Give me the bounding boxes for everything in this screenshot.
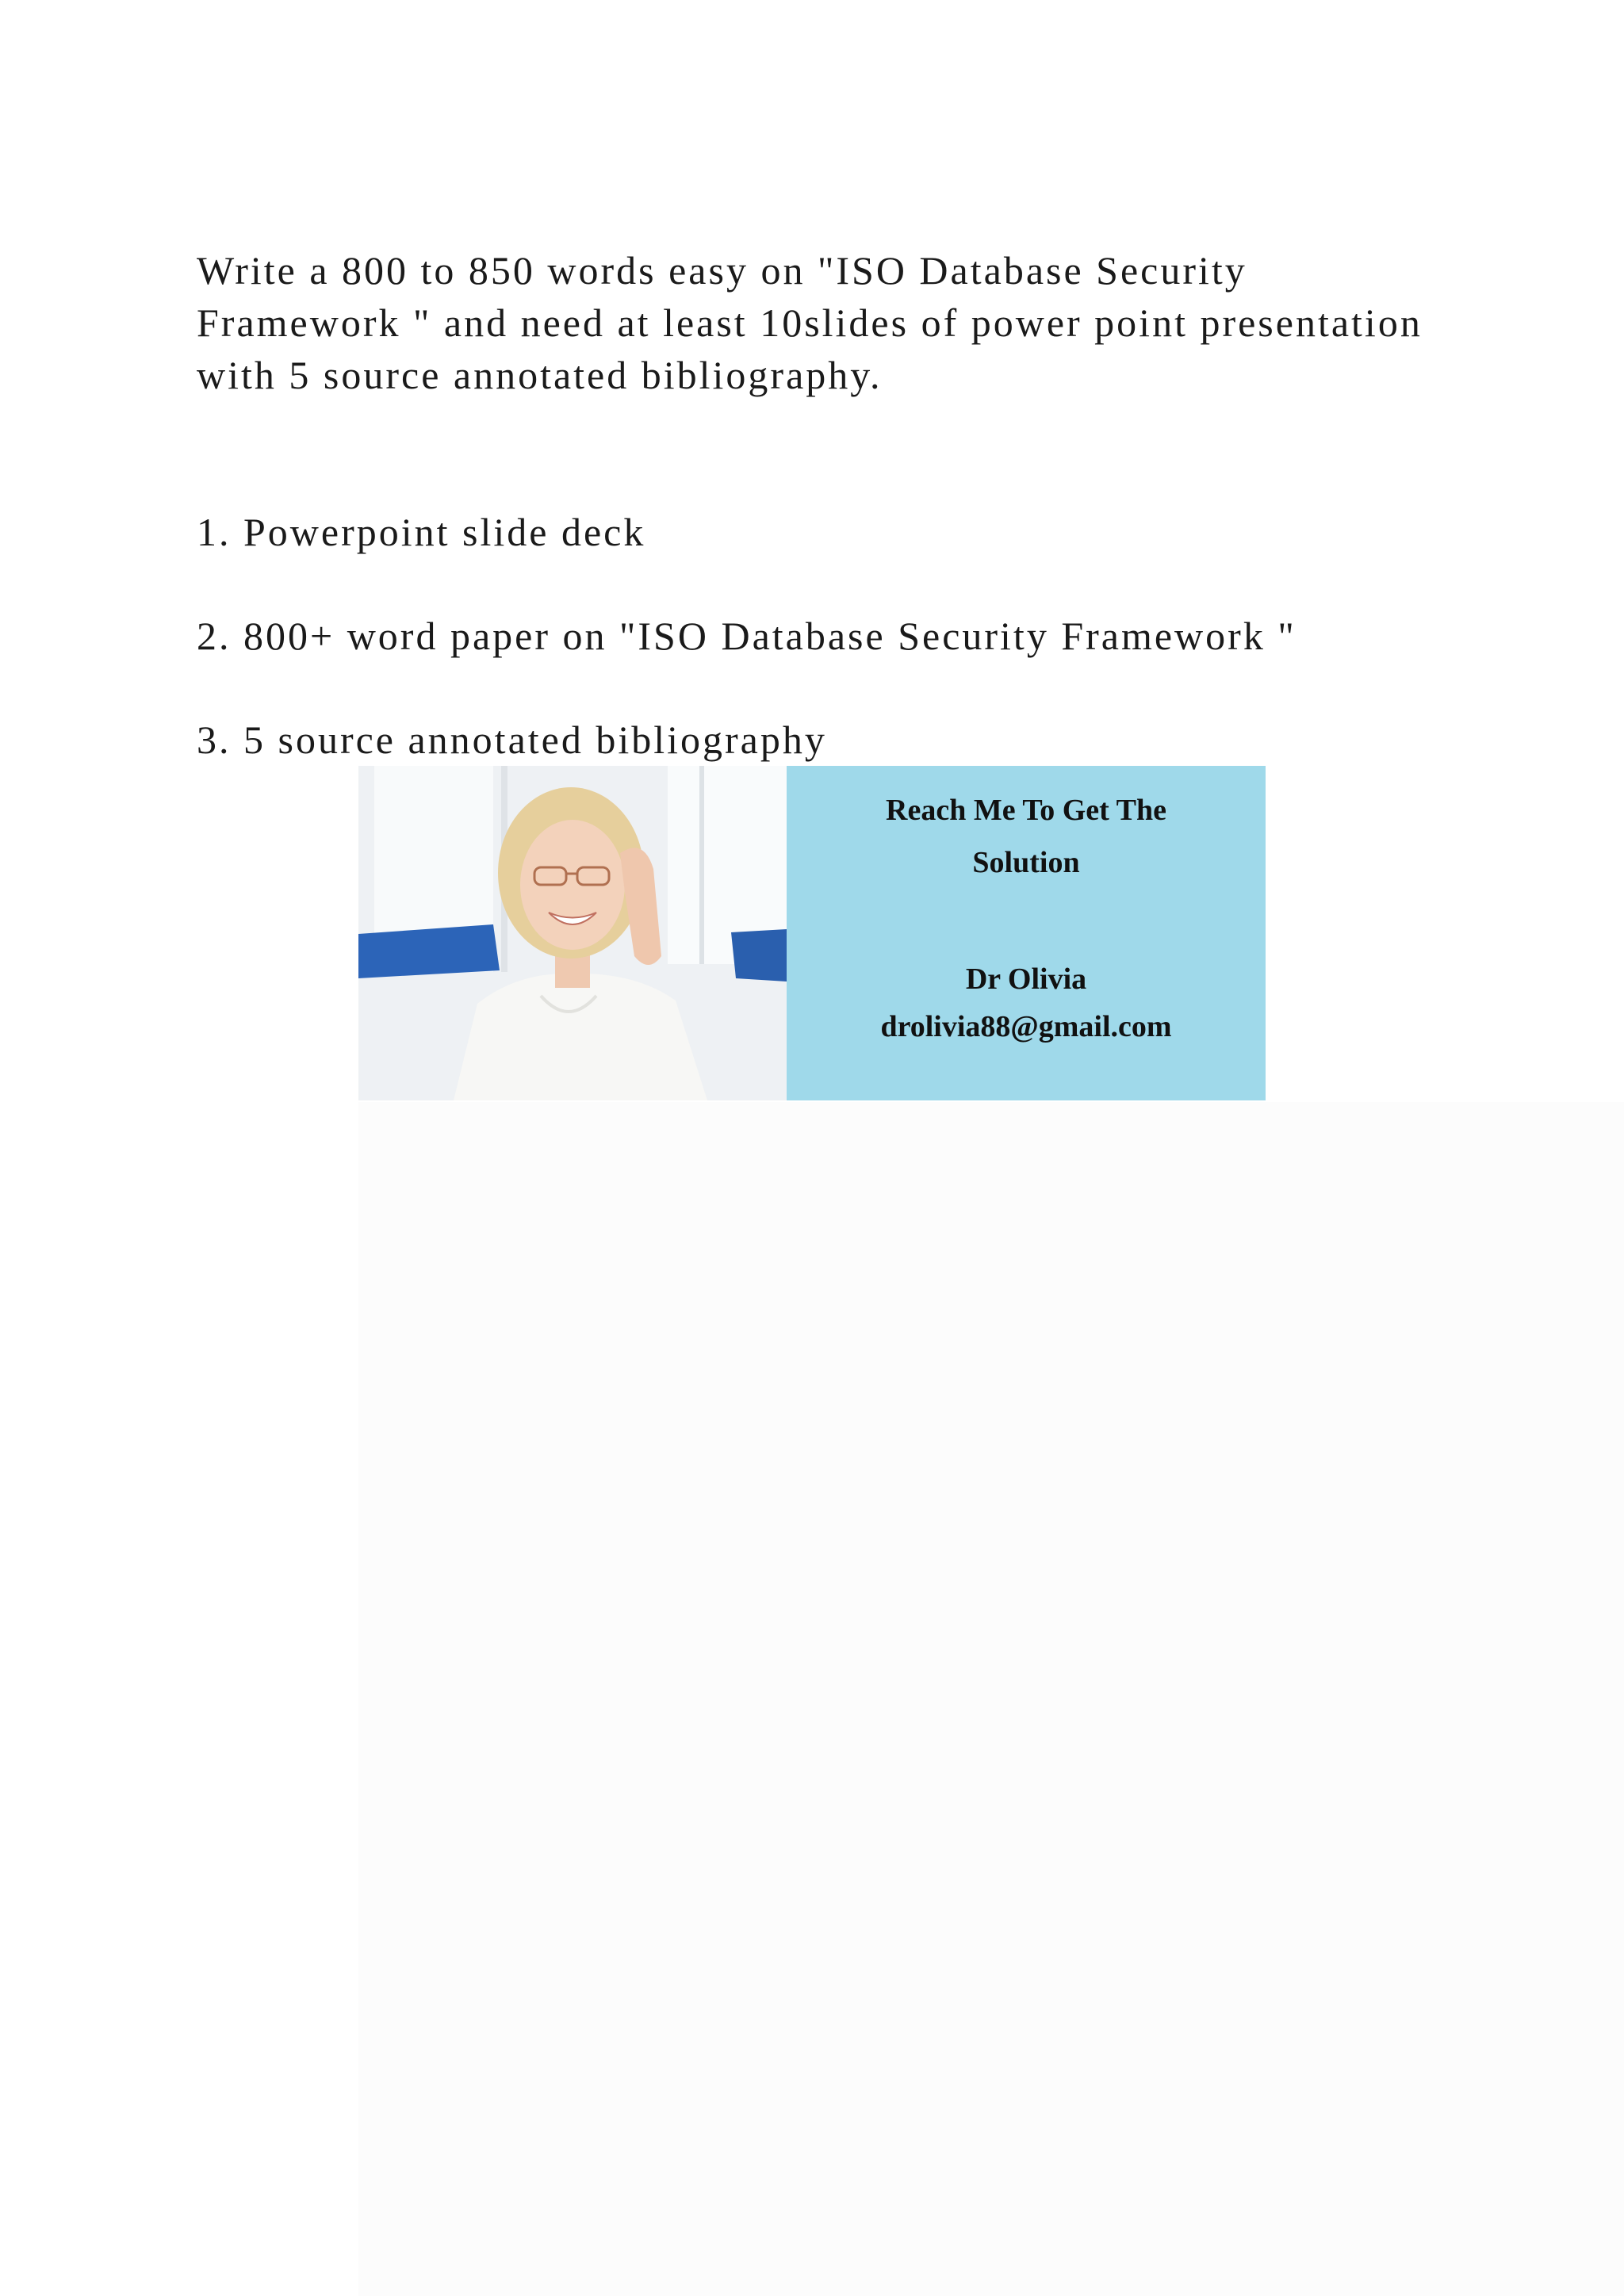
scan-shade (358, 1102, 1624, 2296)
list-item-word-paper: 2. 800+ word paper on "ISO Database Security Framework " (197, 614, 1297, 658)
intro-paragraph: Write a 800 to 850 words easy on "ISO Database Security Framework " and need at least 10slides of power point presentation with 5 source annotated bibliography. (197, 248, 1423, 397)
card-title-line-1: Reach Me To Get The (886, 794, 1166, 827)
list-item-slide-deck: 1. Powerpoint slide deck (197, 510, 646, 554)
card-title-line-2: Solution (972, 846, 1080, 879)
contact-name: Dr Olivia (965, 962, 1087, 996)
list-item-bibliography: 3. 5 source annotated bibliography (197, 718, 827, 762)
contact-card (787, 766, 1266, 1100)
woman-photo-icon (358, 766, 787, 1100)
contact-banner (358, 766, 1266, 1100)
contact-email[interactable]: drolivia88@gmail.com (880, 1010, 1172, 1043)
